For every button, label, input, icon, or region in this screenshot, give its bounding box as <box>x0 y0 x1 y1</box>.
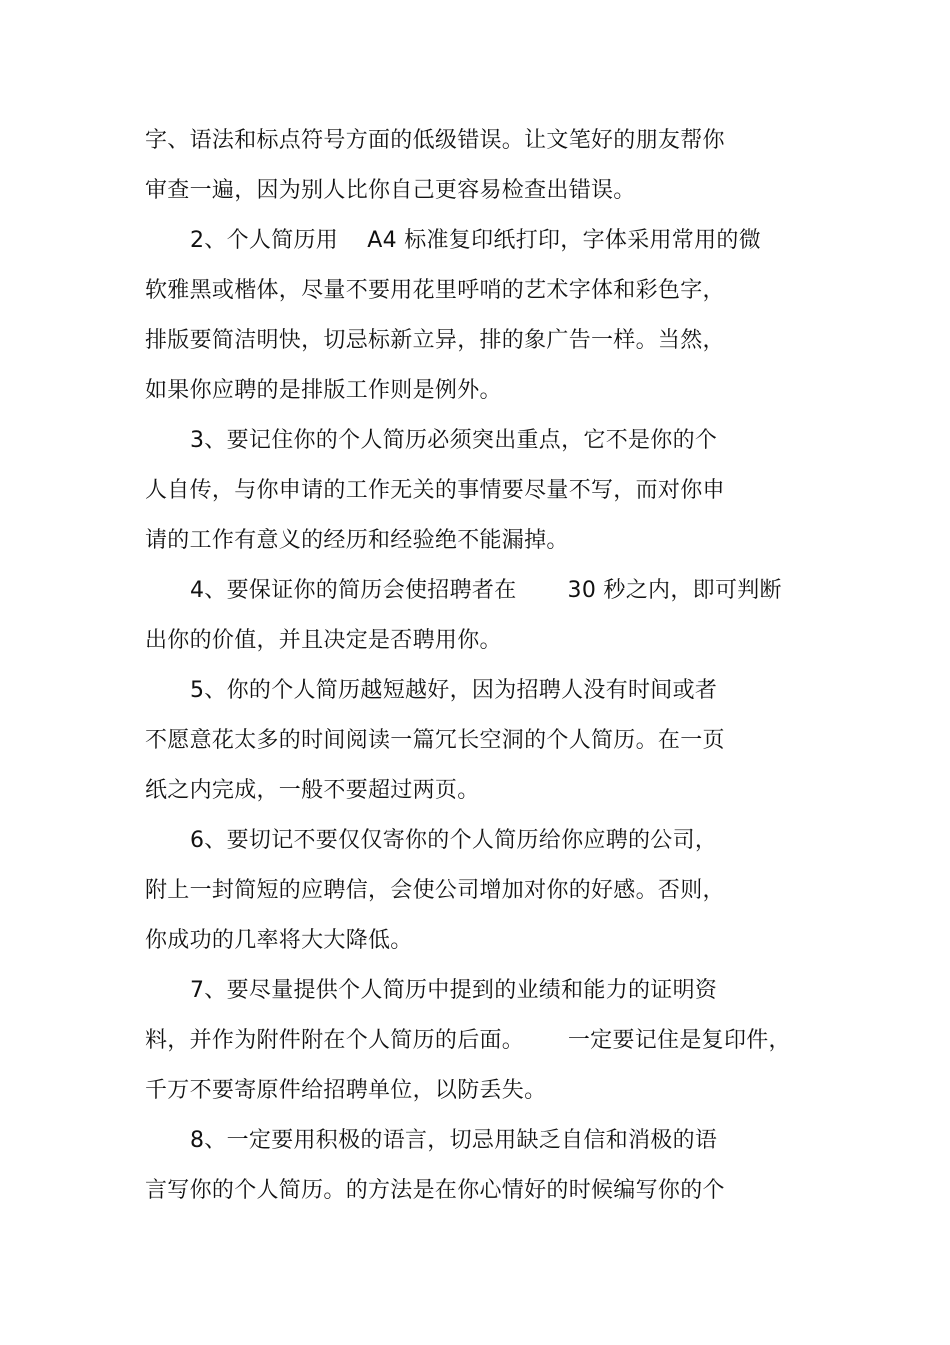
text-line: 出你的价值，并且决定是否聘用你。 <box>145 628 502 653</box>
text-line: 不愿意花太多的时间阅读一篇冗长空洞的个人简历。在一页 <box>145 728 725 753</box>
text-line: 人自传，与你申请的工作无关的事情要尽量不写，而对你申 <box>145 478 725 503</box>
text-line: 审查一遍，因为别人比你自己更容易检查出错误。 <box>145 178 636 203</box>
text-line: 附上一封简短的应聘信，会使公司增加对你的好感。否则， <box>145 878 725 903</box>
text-line: 千万不要寄原件给招聘单位，以防丢失。 <box>145 1078 547 1103</box>
text-line: 纸之内完成，一般不要超过两页。 <box>145 778 480 803</box>
text-line: 软雅黑或楷体，尽量不要用花里呼哨的艺术字体和彩色字， <box>145 278 725 303</box>
text-line: 排版要简洁明快，切忌标新立异，排的象广告一样。当然， <box>145 328 725 353</box>
text-line: 言写你的个人简历。的方法是在你心情好的时候编写你的个 <box>145 1178 725 1203</box>
paragraph-4-start: 4、要保证你的简历会使招聘者在 30 秒之内，即可判断 <box>190 578 782 603</box>
text-line: 如果你应聘的是排版工作则是例外。 <box>145 378 502 403</box>
paragraph-7-start: 7、要尽量提供个人简历中提到的业绩和能力的证明资 <box>190 978 718 1003</box>
paragraph-8-start: 8、一定要用积极的语言，切忌用缺乏自信和消极的语 <box>190 1128 718 1153</box>
text-line: 请的工作有意义的经历和经验绝不能漏掉。 <box>145 528 569 553</box>
text-line: 料，并作为附件附在个人简历的后面。 一定要记住是复印件， <box>145 1028 791 1053</box>
paragraph-6-start: 6、要切记不要仅仅寄你的个人简历给你应聘的公司， <box>190 828 718 853</box>
paragraph-5-start: 5、你的个人简历越短越好，因为招聘人没有时间或者 <box>190 678 718 703</box>
paragraph-2-start: 2、个人简历用 A4 标准复印纸打印，字体采用常用的微 <box>190 228 762 253</box>
text-line: 字、语法和标点符号方面的低级错误。让文笔好的朋友帮你 <box>145 128 725 153</box>
text-line: 你成功的几率将大大降低。 <box>145 928 413 953</box>
paragraph-3-start: 3、要记住你的个人简历必须突出重点，它不是你的个 <box>190 428 718 453</box>
